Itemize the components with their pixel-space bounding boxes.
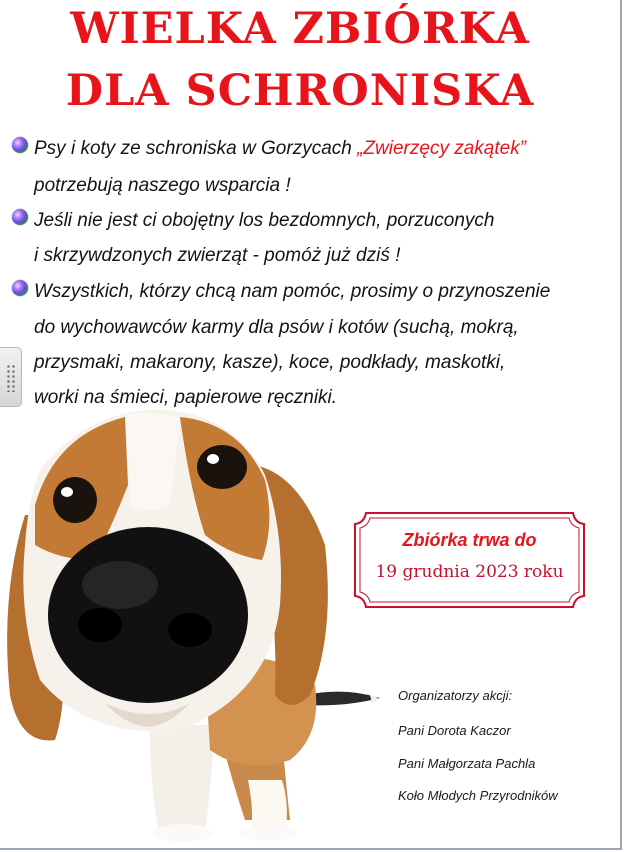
beagle-puppy-photo <box>0 395 400 845</box>
bullet-globe-icon <box>12 137 28 153</box>
bullet-2-line-1: Jeśli nie jest ci obojętny los bezdomnych, porzuconych <box>34 210 495 231</box>
bullet-3-line-4: worki na śmieci, papierowe ręczniki. <box>34 387 338 408</box>
bullet-3-line-3: przysmaki, makarony, kasze), koce, podkłady, maskotki, <box>34 352 506 373</box>
bullet-3-line-2: do wychowawców karmy dla psów i kotów (suchą, mokrą, <box>34 317 519 338</box>
bullet-3-line-1: Wszystkich, którzy chcą nam pomóc, prosimy o przynoszenie <box>34 281 551 302</box>
decorative-frame-icon <box>352 510 587 610</box>
deadline-box <box>352 510 587 610</box>
side-panel-handle[interactable] <box>0 347 22 407</box>
bullet-globe-icon <box>12 209 28 225</box>
organizer-item: Koło Młodych Przyrodników <box>398 788 558 803</box>
bullet-1-line-2: potrzebują naszego wsparcia ! <box>34 175 291 196</box>
deadline-date: 19 grudnia 2023 roku <box>375 562 564 582</box>
shelter-name: „Zwierzęcy zakątek” <box>357 138 527 159</box>
bullet-1-line-1 <box>34 139 526 158</box>
bullet-2-line-2: i skrzywdzonych zwierząt - pomóż już dziś ! <box>34 245 401 266</box>
organizers-heading: Organizatorzy akcji: <box>398 688 513 703</box>
grip-dots-icon <box>6 364 16 392</box>
bullet-globe-icon <box>12 280 28 296</box>
deadline-heading: Zbiórka trwa do <box>402 530 537 550</box>
poster-title-line-2: DLA SCHRONISKA <box>65 66 535 116</box>
bullet-1-text: Psy i koty ze schroniska w Gorzycach <box>34 138 358 159</box>
organizer-item: Pani Małgorzata Pachla <box>398 756 536 771</box>
organizer-item: Pani Dorota Kaczor <box>398 723 511 738</box>
poster-title-line-1: WIELKA ZBIÓRKA <box>70 4 530 54</box>
